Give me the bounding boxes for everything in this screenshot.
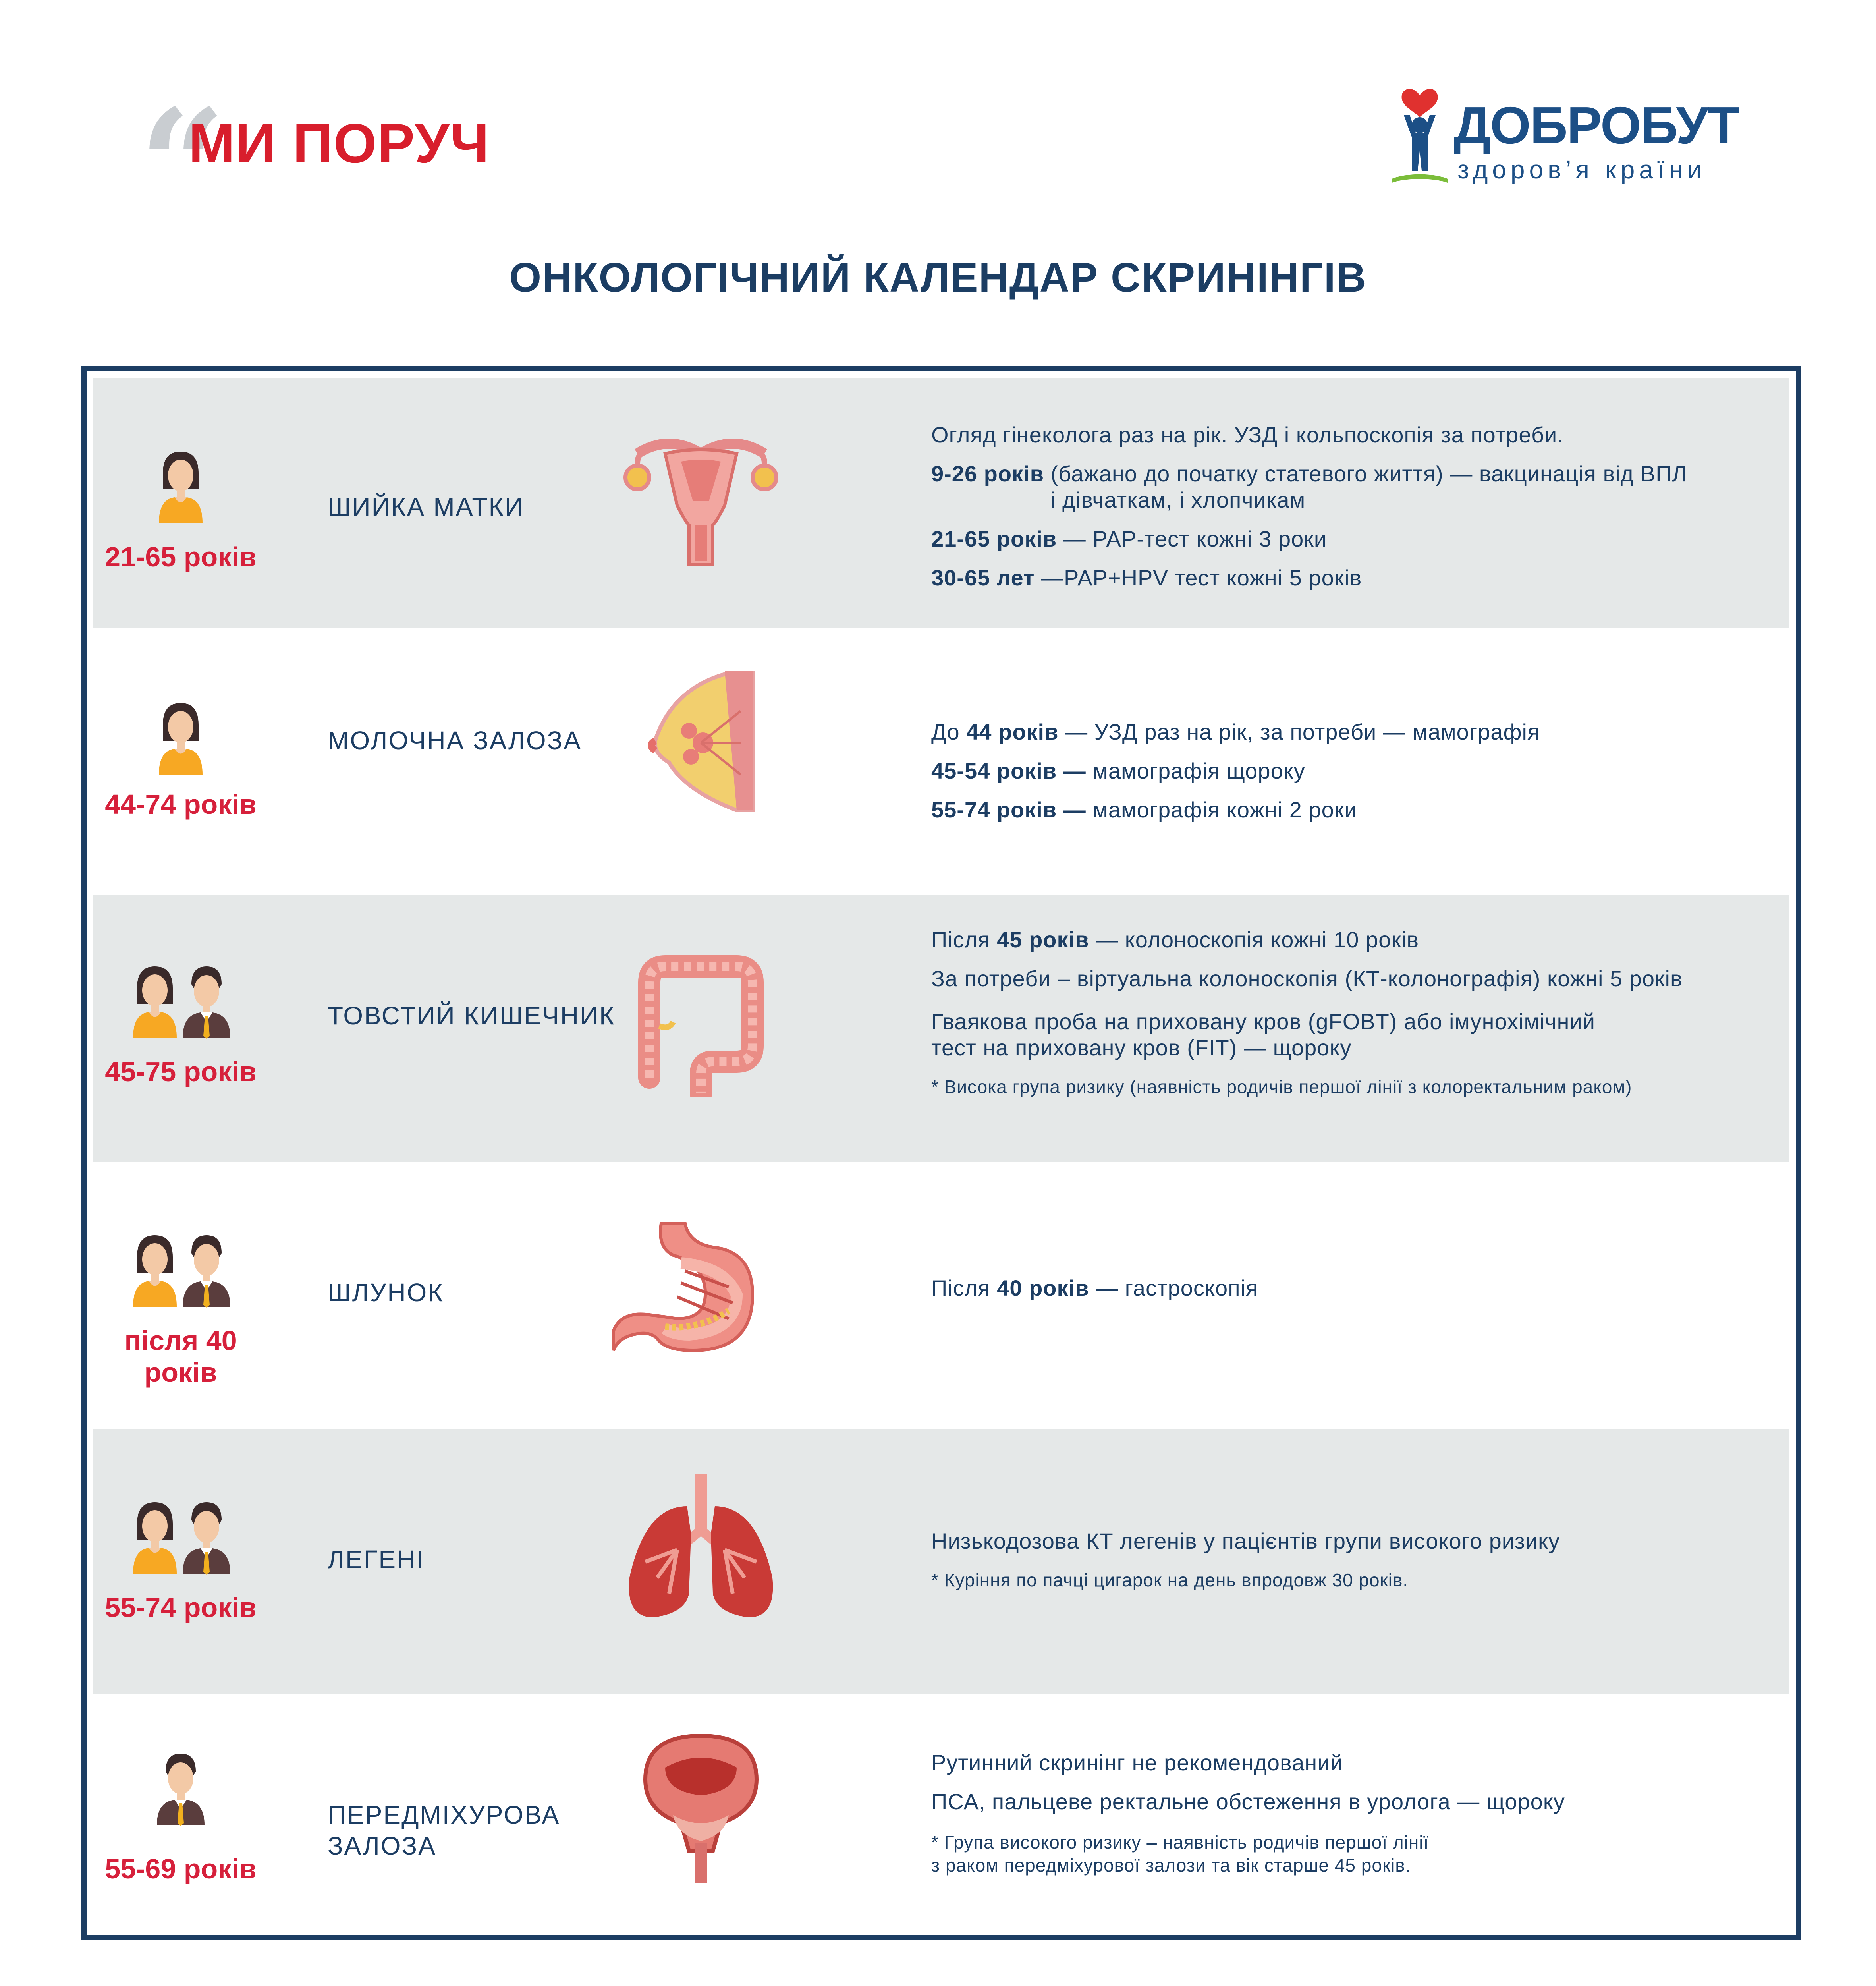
brand-quote-mark: “ [139, 76, 226, 253]
brand-title: МИ ПОРУЧ [189, 112, 490, 174]
info-note: з раком передміхурової залози та вік старше 45 років. [931, 1855, 1411, 1876]
row-breast [93, 630, 1789, 895]
info-line: і дівчаткам, і хлопчикам [1050, 487, 1306, 512]
info-text: Після [931, 1275, 997, 1300]
row-stomach [93, 1162, 1789, 1429]
info-line [931, 565, 1765, 591]
screening-info [931, 1528, 1765, 1592]
logo-tagline: здоров’я країни [1457, 155, 1706, 184]
logo-name: ДОБРОБУТ [1453, 96, 1739, 155]
breast-icon [621, 671, 780, 814]
row-lungs [93, 1429, 1789, 1694]
info-bold: 9-26 років [931, 461, 1044, 486]
info-line: Гваякова проба на приховану кров (gFOBT) або імунохімічний [931, 1009, 1596, 1034]
screening-info [931, 1750, 1765, 1877]
organ-name-line: ПЕРЕДМІХУРОВА [328, 1801, 560, 1829]
info-text: — УЗД раз на рік, за потреби — мамографія [1058, 719, 1540, 744]
info-line: Огляд гінеколога раз на рік. УЗД і кольпоскопія за потреби. [931, 422, 1564, 447]
info-line [931, 526, 1765, 552]
info-note: * Група високого ризику – наявність родичів першої лінії [931, 1832, 1429, 1853]
dobrobut-logo [1390, 77, 1747, 197]
age-range: після 40 років [124, 1325, 237, 1388]
row-colon [93, 895, 1789, 1162]
woman-man-icon [93, 1502, 268, 1590]
info-line [931, 719, 1765, 745]
info-note: * Куріння по пачці цигарок на день впродовж 30 років. [931, 1570, 1409, 1590]
uterus-icon [621, 430, 780, 573]
info-text: До [931, 719, 967, 744]
screening-info [931, 1275, 1765, 1301]
organ-name: ЛЕГЕНІ [328, 1545, 425, 1574]
logo-person-heart-icon [1390, 77, 1449, 197]
woman-man-icon [93, 1235, 268, 1323]
info-text: — колоноскопія кожні 10 років [1089, 927, 1419, 952]
stomach-icon [610, 1219, 776, 1362]
organ-name [328, 1799, 560, 1861]
organ-name-line: ЗАЛОЗА [328, 1831, 436, 1860]
info-line: Низькодозова КТ легенів у пацієнтів групи високого ризику [931, 1528, 1560, 1553]
info-text: — PAP-тест кожні 3 роки [1057, 526, 1327, 551]
screening-info [931, 927, 1765, 1098]
info-bold: 45 років [997, 927, 1089, 952]
organ-name: ШЛУНОК [328, 1278, 444, 1307]
info-line: Рутинний скринінг не рекомендований [931, 1750, 1343, 1775]
info-line: ПСА, пальцеве ректальне обстеження в уролога — щороку [931, 1789, 1565, 1814]
organ-name: МОЛОЧНА ЗАЛОЗА [328, 726, 582, 755]
info-line: За потреби – віртуальна колоноскопія (КТ-колонографія) кожні 5 років [931, 966, 1683, 991]
info-bold: 30-65 лет [931, 565, 1035, 590]
screening-info [931, 719, 1765, 823]
info-bold: 55-74 років — [931, 797, 1086, 822]
screening-table [81, 366, 1801, 1940]
info-line [931, 1275, 1765, 1301]
info-line: тест на приховану кров (FIT) — щороку [931, 1035, 1352, 1060]
organ-name: ШИЙКА МАТКИ [328, 493, 524, 521]
age-range: 44-74 років [105, 789, 257, 820]
info-text: (бажано до початку статевого життя) — вакцинація від ВПЛ [1044, 461, 1687, 486]
info-line [931, 797, 1765, 823]
info-bold: 44 років [966, 719, 1059, 744]
page-title: ОНКОЛОГІЧНИЙ КАЛЕНДАР СКРИНІНГІВ [509, 255, 1367, 301]
screening-info [931, 422, 1765, 591]
woman-man-icon [93, 966, 268, 1054]
info-text: Після [931, 927, 997, 952]
age-range: 21-65 років [105, 541, 257, 572]
age-range: 45-75 років [105, 1056, 257, 1087]
prostate-icon [621, 1732, 780, 1883]
organ-name: ТОВСТИЙ КИШЕЧНИК [328, 1001, 616, 1030]
info-text: — гастроскопія [1089, 1275, 1258, 1300]
info-text: мамографія кожні 2 роки [1086, 797, 1357, 822]
info-bold: 21-65 років [931, 526, 1057, 551]
woman-icon [93, 703, 268, 790]
info-note: * Висока група ризику (наявність родичів першої лінії з колоректальним раком) [931, 1076, 1632, 1097]
row-prostate [93, 1694, 1789, 1931]
info-line [931, 927, 1765, 953]
info-text: мамографія щороку [1086, 758, 1305, 783]
info-bold: 40 років [997, 1275, 1089, 1300]
lungs-icon [621, 1474, 780, 1625]
info-bold: 45-54 років — [931, 758, 1086, 783]
age-range: 55-69 років [105, 1853, 257, 1884]
info-line [931, 758, 1765, 784]
woman-icon [93, 452, 268, 539]
man-icon [93, 1754, 268, 1841]
info-text: —PAP+HPV тест кожні 5 років [1035, 565, 1362, 590]
row-cervix [93, 378, 1789, 628]
colon-icon [621, 947, 780, 1097]
age-range: 55-74 років [105, 1592, 257, 1623]
info-line [931, 461, 1765, 487]
